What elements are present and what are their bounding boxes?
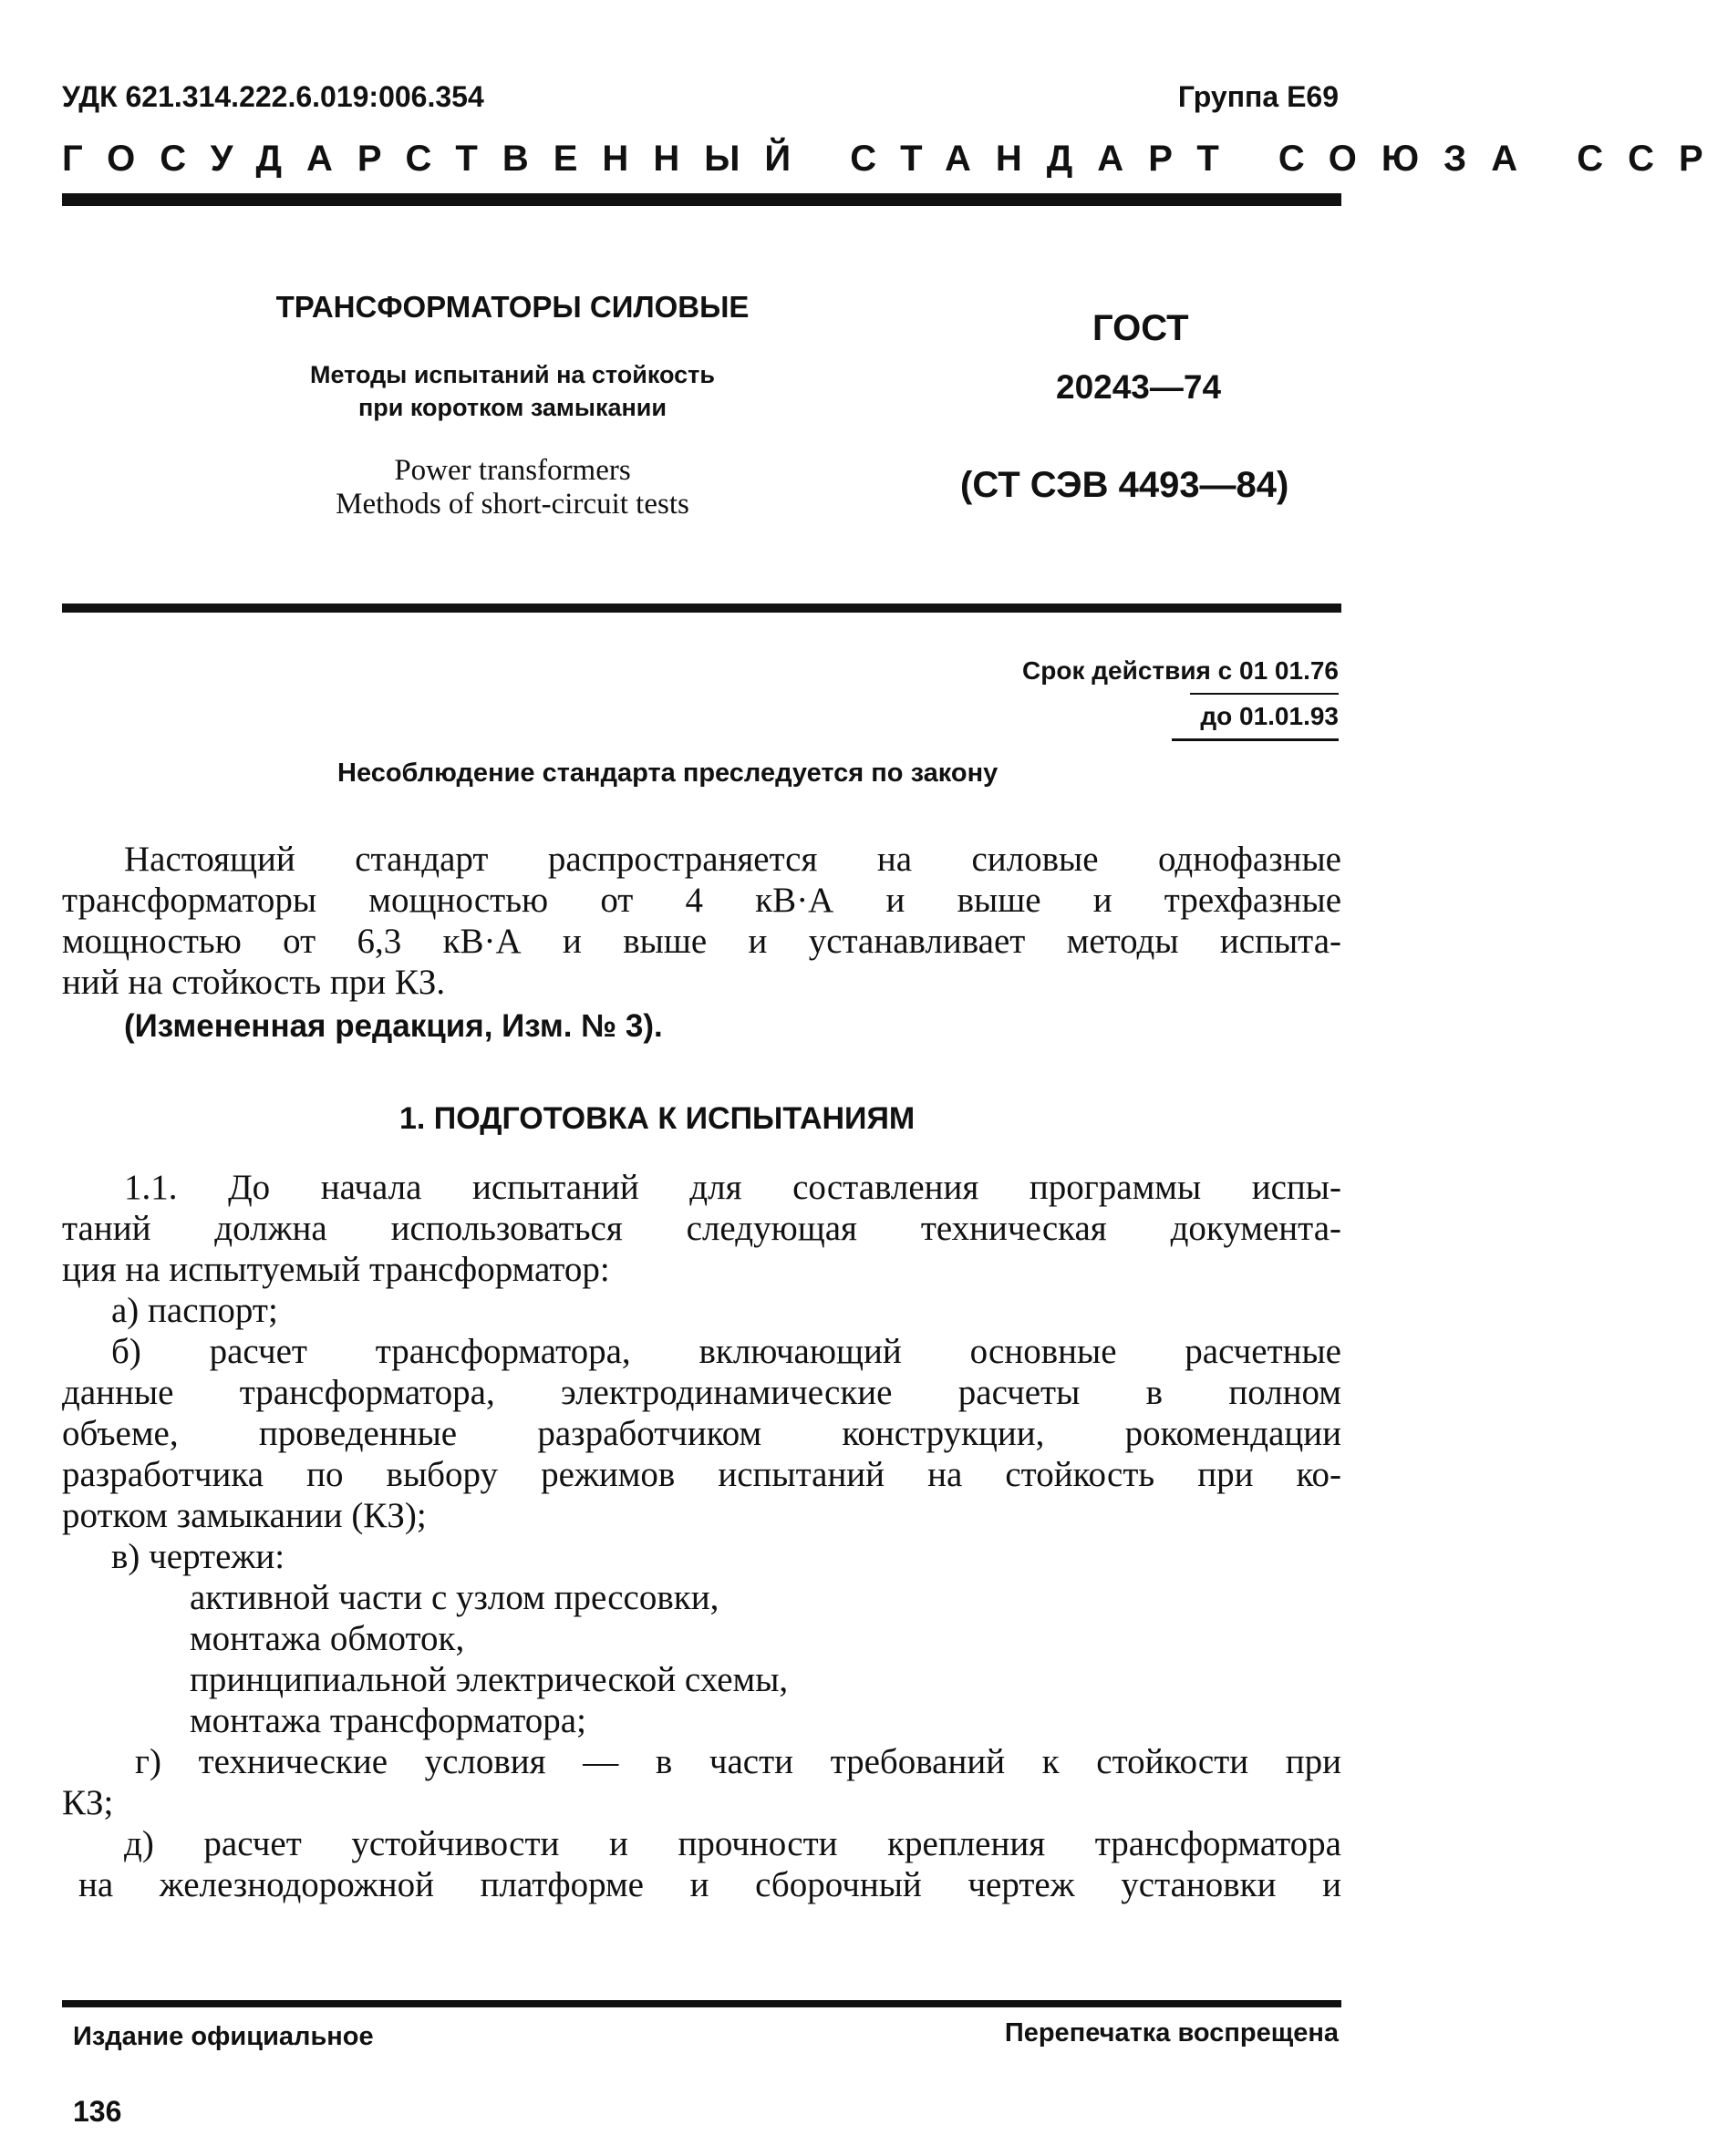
item-b-line-2: данные трансформатора, электродинамические расчеты в полном bbox=[62, 1373, 1341, 1412]
item-v-sub-4: монтажа трансформатора; bbox=[190, 1701, 586, 1740]
st-sev-number: (СТ СЭВ 4493—84) bbox=[960, 465, 1289, 505]
amendment-note: (Измененная редакция, Изм. № 3). bbox=[124, 1008, 663, 1044]
document-subtitle-line-1: Методы испытаний на стойкость bbox=[309, 361, 715, 388]
item-g-line-2: КЗ; bbox=[62, 1783, 114, 1822]
group-code: Группа Е69 bbox=[1177, 80, 1339, 113]
p11-line-1: 1.1. До начала испытаний для составления программы испы- bbox=[124, 1168, 1341, 1207]
intro-line-1: Настоящий стандарт распространяется на силовые однофазные bbox=[124, 840, 1341, 879]
validity-from: Срок действия с 01 01.76 bbox=[1022, 656, 1339, 685]
udk-code: УДК 621.314.222.6.019:006.354 bbox=[62, 80, 484, 113]
section-heading: 1. ПОДГОТОВКА К ИСПЫТАНИЯМ bbox=[399, 1101, 916, 1136]
item-g-line-1: г) технические условия — в части требований к стойкости при bbox=[135, 1742, 1341, 1781]
intro-line-3: мощностью от 6,3 кВ·А и выше и устанавливает методы испыта- bbox=[62, 922, 1341, 961]
intro-line-2: трансформаторы мощностью от 4 кВ·А и выше и трехфазные bbox=[62, 881, 1341, 920]
validity-to: до 01.01.93 bbox=[1200, 702, 1339, 730]
gost-label: ГОСТ bbox=[1092, 308, 1189, 348]
state-standard-banner: ГОСУДАРСТВЕННЫЙ СТАНДАРТ СОЮЗА ССР bbox=[62, 139, 1728, 179]
item-d-line-2: на железнодорожной платформе и сборочный чертеж установки и bbox=[78, 1865, 1341, 1904]
item-b-line-3: объеме, проведенные разработчиком конструкции, рокомендации bbox=[62, 1414, 1341, 1453]
official-edition: Издание официальное bbox=[73, 2022, 374, 2051]
item-v: в) чертежи: bbox=[111, 1537, 285, 1576]
intro-line-4: ний на стойкость при КЗ. bbox=[62, 963, 446, 1002]
english-title-line-2: Methods of short-circuit tests bbox=[336, 488, 689, 521]
document-title: ТРАНСФОРМАТОРЫ СИЛОВЫЕ bbox=[275, 290, 750, 324]
validity-underline bbox=[1190, 693, 1339, 695]
p11-line-2: таний должна использоваться следующая техническая документа- bbox=[62, 1209, 1341, 1248]
item-b-line-4: разработчика по выбору режимов испытаний на стойкость при ко- bbox=[62, 1455, 1341, 1494]
english-title-line-1: Power transformers bbox=[394, 454, 631, 487]
document-subtitle-line-2: при коротком замыкании bbox=[357, 394, 667, 421]
item-v-sub-3: принципиальной электрической схемы, bbox=[190, 1660, 789, 1699]
item-v-sub-1: активной части с узлом прессовки, bbox=[190, 1578, 719, 1617]
item-a: а) паспорт; bbox=[111, 1291, 278, 1330]
title-rule bbox=[62, 603, 1341, 613]
item-v-sub-2: монтажа обмоток, bbox=[190, 1619, 465, 1658]
legal-notice: Несоблюдение стандарта преследуется по закону bbox=[337, 758, 999, 788]
page-number: 136 bbox=[73, 2095, 122, 2128]
header-rule bbox=[62, 193, 1341, 206]
validity-underline-2 bbox=[1172, 738, 1339, 741]
footer-rule bbox=[62, 2000, 1341, 2007]
item-b-line-1: б) расчет трансформатора, включающий основные расчетные bbox=[111, 1332, 1341, 1371]
p11-line-3: ция на испытуемый трансформатор: bbox=[62, 1250, 610, 1289]
item-b-line-5: ротком замыкании (КЗ); bbox=[62, 1496, 427, 1535]
item-d-line-1: д) расчет устойчивости и прочности крепления трансформатора bbox=[124, 1824, 1341, 1863]
reprint-prohibited: Перепечатка воспрещена bbox=[1004, 2018, 1339, 2048]
gost-number: 20243—74 bbox=[1056, 368, 1222, 406]
